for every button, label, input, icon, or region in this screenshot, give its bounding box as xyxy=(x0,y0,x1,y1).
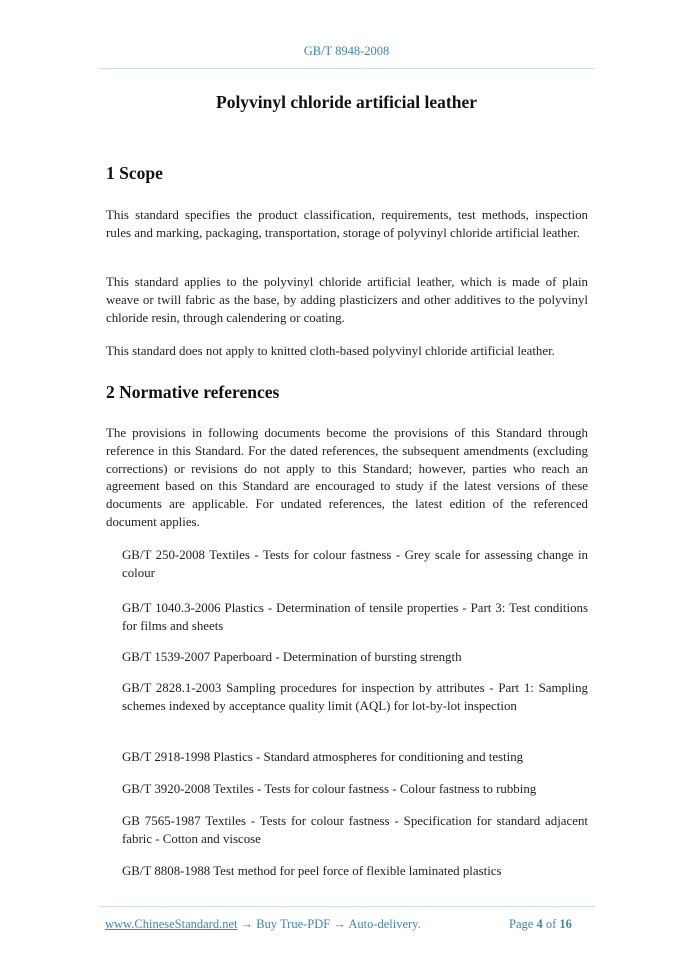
footer-divider xyxy=(99,906,595,907)
reference-text: GB 7565-1987 Textiles - Tests for colour fastness - Specification for standard adjacent fabric - Cotton and viscose xyxy=(122,814,588,846)
reference-item xyxy=(106,813,588,849)
reference-item xyxy=(106,863,588,881)
reference-item xyxy=(106,749,588,767)
scope-paragraph: This standard applies to the polyvinyl chloride artificial leather, which is made of plain weave or twill fabric as the base, by adding plasticizers and other additives to the polyvinyl chloride resin, through calendering or coating. xyxy=(106,275,588,325)
document-code-header: GB/T 8948-2008 xyxy=(303,44,390,58)
section-references-heading-wrap xyxy=(106,382,588,403)
page-label: Page xyxy=(509,917,534,931)
reference-item xyxy=(106,547,588,583)
section-heading-normative-references: 2 Normative references xyxy=(106,382,280,402)
scope-paragraph-2-wrap xyxy=(106,274,588,327)
arrow-right-icon: → xyxy=(333,917,346,931)
reference-text: GB/T 2918-1998 Plastics - Standard atmospheres for conditioning and testing xyxy=(122,750,524,764)
reference-text: GB/T 1539-2007 Paperboard - Determination of bursting strength xyxy=(122,650,462,664)
section-scope-heading-wrap xyxy=(106,163,588,184)
current-page-number: 4 xyxy=(536,917,543,931)
scope-paragraph-3-wrap xyxy=(106,343,588,361)
reference-text: GB/T 2828.1-2003 Sampling procedures for inspection by attributes - Part 1: Sampling schemes indexed by acceptance quality limit (AQL) for lot-by-lot inspection xyxy=(122,681,588,713)
scope-paragraph: This standard specifies the product classification, requirements, test methods, inspection rules and marking, packaging, transportation, storage of polyvinyl chloride artificial leather. xyxy=(106,208,588,240)
reference-item xyxy=(106,680,588,716)
website-link[interactable]: www.ChineseStandard.net xyxy=(105,917,238,931)
scope-paragraph: This standard does not apply to knitted cloth-based polyvinyl chloride artificial leather. xyxy=(106,344,555,358)
total-pages-number: 16 xyxy=(559,917,572,931)
auto-delivery-text: Auto-delivery. xyxy=(348,917,421,931)
reference-item xyxy=(106,781,588,799)
header-divider xyxy=(99,68,595,69)
footer-promo xyxy=(105,917,421,932)
references-intro-wrap xyxy=(106,425,588,532)
references-intro-paragraph: The provisions in following documents become the provisions of this Standard through reference in this Standard. For the dated references, the subsequent amendments (excluding corrections) or revisions do not apply to this Standard; however, parties who reach an agreement based on this Standard are encouraged to study if the latest versions of these documents are applicable. For undated references, the latest edition of the referenced document applies. xyxy=(106,426,588,529)
page-indicator xyxy=(509,917,572,932)
scope-paragraph-1-wrap xyxy=(106,207,588,243)
reference-text: GB/T 8808-1988 Test method for peel force of flexible laminated plastics xyxy=(122,864,502,878)
reference-text: GB/T 250-2008 Textiles - Tests for colour fastness - Grey scale for assessing change in colour xyxy=(122,548,588,580)
reference-item xyxy=(106,649,588,667)
of-label: of xyxy=(545,917,557,931)
reference-text: GB/T 3920-2008 Textiles - Tests for colour fastness - Colour fastness to rubbing xyxy=(122,782,537,796)
arrow-right-icon: → xyxy=(240,917,254,931)
section-heading-scope: 1 Scope xyxy=(106,163,163,183)
reference-text: GB/T 1040.3-2006 Plastics - Determination of tensile properties - Part 3: Test conditions for films and sheets xyxy=(122,601,588,633)
buy-true-pdf-text: Buy True-PDF xyxy=(256,917,331,931)
document-title: Polyvinyl chloride artificial leather xyxy=(216,92,477,112)
reference-item xyxy=(106,600,588,636)
